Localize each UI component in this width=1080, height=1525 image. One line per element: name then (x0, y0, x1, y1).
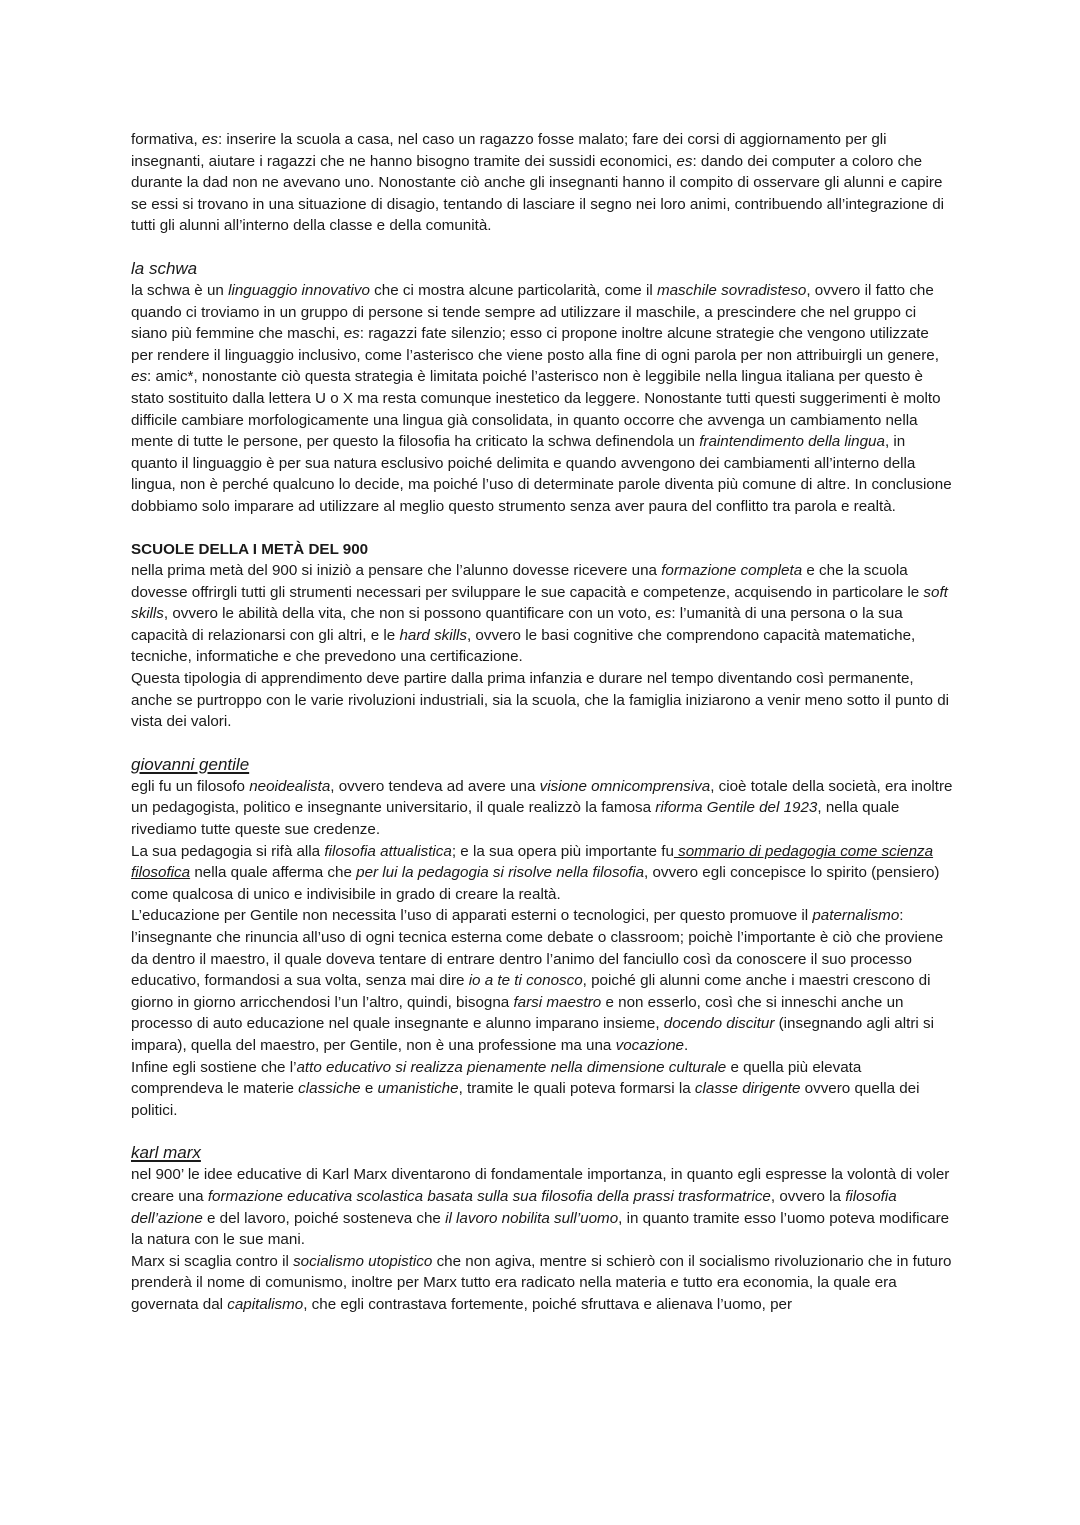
italic-phrase: io a te ti conosco (468, 972, 583, 990)
italic-phrase: es (201, 131, 218, 148)
heading-karl-marx: karl marx (131, 1143, 201, 1163)
italic-phrase: visione omnicomprensiva (539, 777, 711, 795)
italic-phrase: il lavoro nobilita sull’uomo (445, 1209, 619, 1227)
italic-phrase: soft skills (131, 583, 948, 623)
paragraph-scuole: nella prima metà del 900 si iniziò a pensare che l’alunno dovesse ricevere una formazione completa e che la scuola dovesse offrirgli tutti gli strumenti necessari per sviluppare le sue capacità e competenze, acquisendo in particolare le soft skills, ovvero le abilità della vita, che non si possono quantificare con un voto, es: l’umanità di una persona o la sua capacità di relazionarsi con gli altri, e le hard skills, ovvero le basi cognitive che comprendono capacità matematiche, tecniche, informatiche e che prevedono una certificazione. (131, 562, 948, 666)
italic-phrase: hard skills (399, 626, 467, 644)
paragraph-gentile-3: L’educazione per Gentile non necessita l’uso di apparati esterni o tecnologici, per questo promuove il paternalismo: l’insegnante che rinuncia all’uso di ogni tecnica esterna come debate o classroom; poichè l’importante è ciò che proviene da dentro il maestro, il quale doveva tentare di entrare dentro l’animo del fanciullo così da conoscere il suo processo educativo, formandosi a sua volta, senza mai dire io a te ti conosco, poiché gli alunni come anche i maestri crescono di giorno in giorno arricchendosi l’un l’altro, quindi, bisogna farsi maestro e non esserlo, così che si inneschi anche un processo di auto educazione nel quale insegnante e alunno imparano insieme, docendo discitur (insegnando agli altri si impara), quella del maestro, per Gentile, non è una professione ma una vocazione. (131, 907, 944, 1054)
paragraph-gentile-1: egli fu un filosofo neoidealista, ovvero tendeva ad avere una visione omnicomprensiva, cioè totale della società, era inoltre un pedagogista, politico e insegnante universitario, il quale realizzò la famosa riforma Gentile del 1923, nella quale rivediamo tutte queste sue credenze. (131, 777, 953, 839)
paragraph-marx-2: Marx si scaglia contro il socialismo utopistico che non agiva, mentre si schierò con il socialismo rivoluzionario che in futuro prenderà il nome di comunismo, inoltre per Marx tutto era radicato nella materia e tutto era economia, la quale era governata dal capitalismo, che egli contrastava fortemente, poiché sfruttava e alienava l’uomo, per (131, 1252, 952, 1313)
italic-phrase: formazione completa (661, 562, 803, 580)
italic-phrase: socialismo utopistico (293, 1252, 433, 1270)
italic-phrase: vocazione (615, 1036, 684, 1054)
italic-phrase: per lui la pedagogia si risolve nella filosofia (356, 864, 645, 882)
italic-phrase: es (131, 368, 148, 386)
italic-phrase: es (676, 152, 693, 170)
paragraph-gentile-2: La sua pedagogia si rifà alla filosofia attualistica; e la sua opera più importante fu sommario di pedagogia come scienza filosofica nella quale afferma che per lui la pedagogia si risolve nella filosofia, ovvero egli concepisce lo spirito (pensiero) come qualcosa di unico e indivisibile in grado di creare la realtà. (131, 842, 940, 903)
italic-phrase: classe dirigente (694, 1080, 801, 1098)
paragraph-schwa: la schwa è un linguaggio innovativo che ci mostra alcune particolarità, come il maschile sovradisteso, ovvero il fatto che quando ci troviamo in un gruppo di persone si tende sempre ad utilizzare il maschile, a prescindere che nel gruppo ci siano più femmine che maschi, es: ragazzi fate silenzio; esso ci propone inoltre alcune strategie che vengono utilizzate per rendere il linguaggio inclusivo, come l’asterisco che viene posto alla fine di ogni parola per non attribuirgli un genere, es: amic*, nonostante ciò questa strategia è limitata poiché l’asterisco non è leggibile nella lingua italiana per questo è stato sostituito dalla lettera U o X ma resta comunque inestetico da leggere. Nonostante tutti questi suggerimenti è molto difficile cambiare morfologicamente una lingua già consolidata, in quanto occorre che avvenga un cambiamento nella mente di tutte le persone, per questo la filosofia ha criticato la schwa definendola un fraintendimento della lingua, in quanto il linguaggio è per sua natura esclusivo poiché delimita e quando avvengono dei cambiamenti all’interno della lingua, non è perché qualcuno lo decide, ma poiché l’uso di determinate parole diventa più comune di altre. In conclusione dobbiamo solo imparare ad utilizzare al meglio questo strumento senza aver paura del conflitto tra parola e realtà. (131, 281, 952, 515)
italic-phrase: atto educativo si realizza pienamente nella dimensione culturale (296, 1058, 727, 1076)
italic-phrase: es (655, 605, 672, 623)
paragraph-formativa: formativa, es: inserire la scuola a casa, nel caso un ragazzo fosse malato; fare dei corsi di aggiornamento per gli insegnanti, aiutare i ragazzi che ne hanno bisogno tramite dei sussidi economici, es: dando dei computer a coloro che durante la dad non ne avevano uno. Nonostante ciò anche gli insegnanti hanno il compito di osservare gli alunni e capire se essi si trovano in una situazione di disagio, tentando di lasciare il segno nei loro animi, contribuendo all’integrazione di tutti gli alunni all’interno della classe e della comunità. (131, 131, 945, 235)
heading-giovanni-gentile: giovanni gentile (131, 754, 250, 774)
italic-phrase: capitalismo (227, 1295, 304, 1313)
italic-phrase: es (343, 325, 360, 343)
italic-phrase: fraintendimento della lingua (699, 433, 885, 451)
italic-phrase: maschile sovradisteso (656, 281, 807, 299)
italic-phrase: paternalismo (812, 907, 900, 925)
document-page (131, 129, 953, 1316)
heading-scuole-900: SCUOLE DELLA I METÀ DEL 900 (131, 540, 369, 558)
italic-phrase: docendo discitur (663, 1015, 775, 1033)
italic-phrase: umanistiche (377, 1080, 459, 1098)
italic-phrase: farsi maestro (513, 993, 602, 1011)
italic-phrase: filosofia attualistica (324, 842, 452, 860)
italic-phrase: filosofia dell’azione (131, 1187, 897, 1227)
italic-phrase: formazione educativa scolastica basata sulla sua filosofia della prassi trasformatrice (207, 1187, 771, 1205)
paragraph-gentile-4: Infine egli sostiene che l’atto educativo si realizza pienamente nella dimensione culturale e quella più elevata comprendeva le materie classiche e umanistiche, tramite le quali poteva formarsi la classe dirigente ovvero quella dei politici. (131, 1058, 920, 1119)
italic-phrase: riforma Gentile del 1923 (655, 799, 818, 817)
underlined-phrase: sommario di pedagogia come scienza filosofica (131, 842, 934, 882)
heading-la-schwa: la schwa (131, 258, 198, 278)
italic-phrase: linguaggio innovativo (228, 281, 370, 299)
paragraph-marx-1: nel 900’ le idee educative di Karl Marx diventarono di fondamentale importanza, in quanto egli espresse la volontà di voler creare una formazione educativa scolastica basata sulla sua filosofia della prassi trasformatrice, ovvero la filosofia dell’azione e del lavoro, poiché sosteneva che il lavoro nobilita sull’uomo, in quanto tramite esso l’uomo poteva modificare la natura con le sue mani. (131, 1166, 950, 1249)
italic-phrase: neoidealista (249, 777, 331, 795)
paragraph-scuole-2: Questa tipologia di apprendimento deve partire dalla prima infanzia e durare nel tempo diventando così permanente, anche se purtroppo con le varie rivoluzioni industriali, sia la scuola, che la famiglia iniziarono a venir meno sotto il punto di vista dei valori. (131, 670, 950, 731)
italic-phrase: classiche (298, 1080, 361, 1098)
